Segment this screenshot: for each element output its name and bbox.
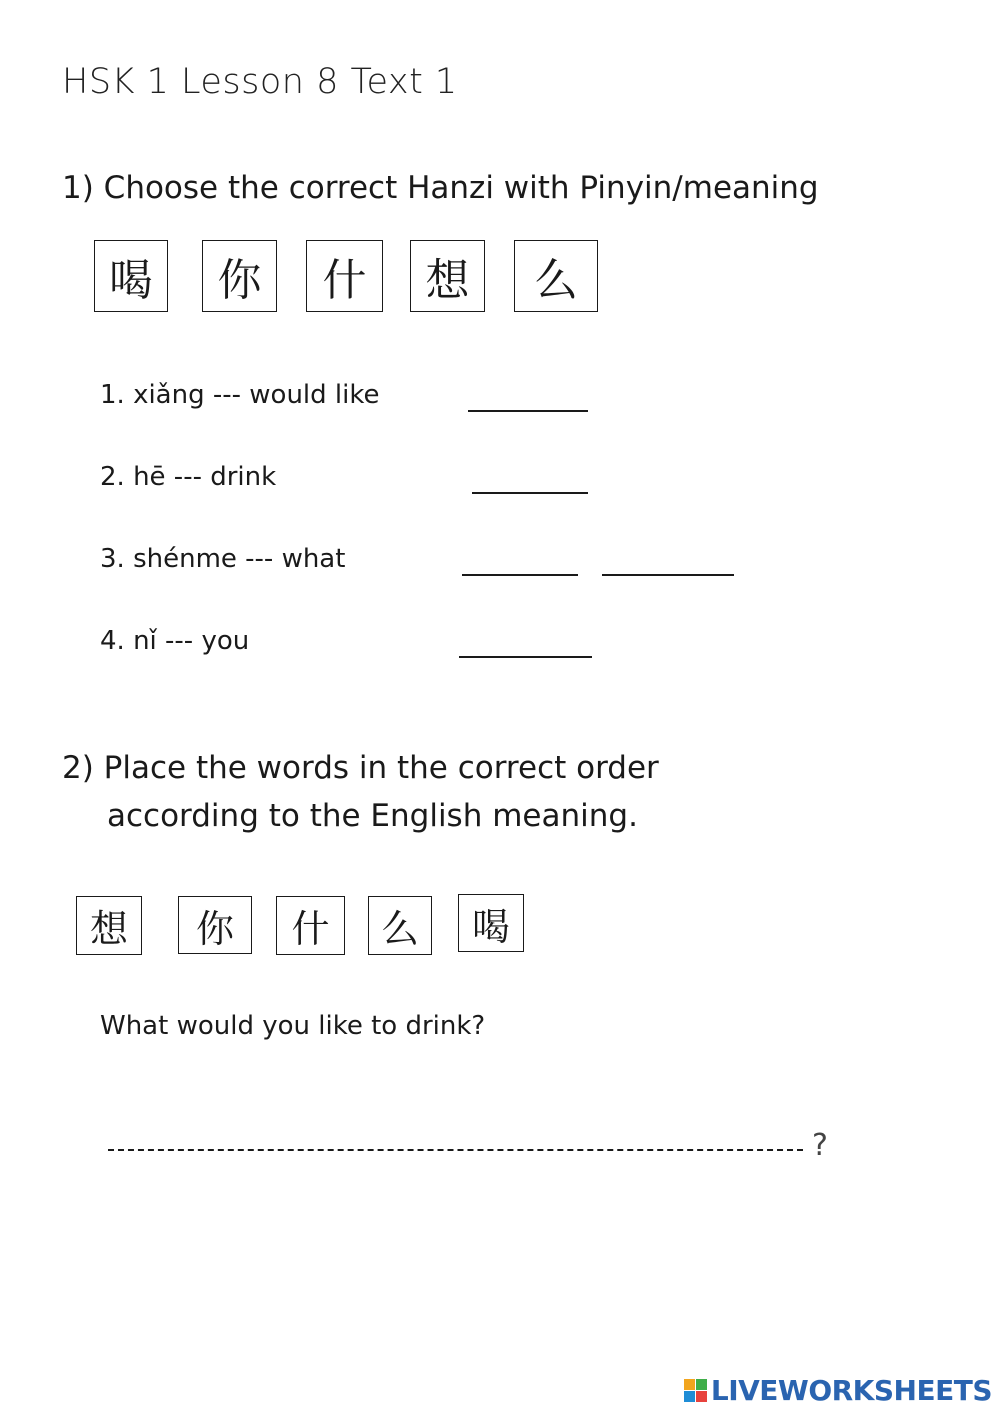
answer-line[interactable] [108, 1149, 803, 1151]
answer-blank-1[interactable] [468, 410, 588, 412]
word-tile[interactable]: 什 [276, 896, 345, 955]
hanzi-tile[interactable]: 喝 [94, 240, 168, 312]
liveworksheets-logo [684, 1374, 992, 1407]
question-item-3: 3. shénme --- what [100, 544, 346, 574]
word-tile[interactable]: 么 [368, 896, 432, 955]
section1-heading: 1) Choose the correct Hanzi with Pinyin/meaning [62, 170, 819, 206]
logo-text: LIVEWORKSHEETS [710, 1374, 992, 1407]
answer-blank-4[interactable] [459, 656, 592, 658]
hanzi-tile[interactable]: 你 [202, 240, 277, 312]
worksheet-title: HSK 1 Lesson 8 Text 1 [62, 62, 458, 102]
answer-question-mark: ? [812, 1128, 828, 1163]
logo-mark-icon [684, 1379, 707, 1402]
section2-heading-line1: 2) Place the words in the correct order [62, 750, 659, 786]
question-item-4: 4. nǐ --- you [100, 626, 250, 656]
word-tile[interactable]: 想 [76, 896, 142, 955]
answer-blank-3b[interactable] [602, 574, 734, 576]
section2-heading-line2: according to the English meaning. [107, 798, 638, 834]
word-tile[interactable]: 喝 [458, 894, 524, 952]
word-tile[interactable]: 你 [178, 896, 252, 954]
hanzi-tile[interactable]: 什 [306, 240, 383, 312]
hanzi-tile[interactable]: 么 [514, 240, 598, 312]
english-prompt: What would you like to drink? [100, 1011, 486, 1041]
question-item-2: 2. hē --- drink [100, 462, 277, 492]
question-item-1: 1. xiǎng --- would like [100, 380, 380, 410]
hanzi-tile[interactable]: 想 [410, 240, 485, 312]
answer-blank-3a[interactable] [462, 574, 578, 576]
answer-blank-2[interactable] [472, 492, 588, 494]
